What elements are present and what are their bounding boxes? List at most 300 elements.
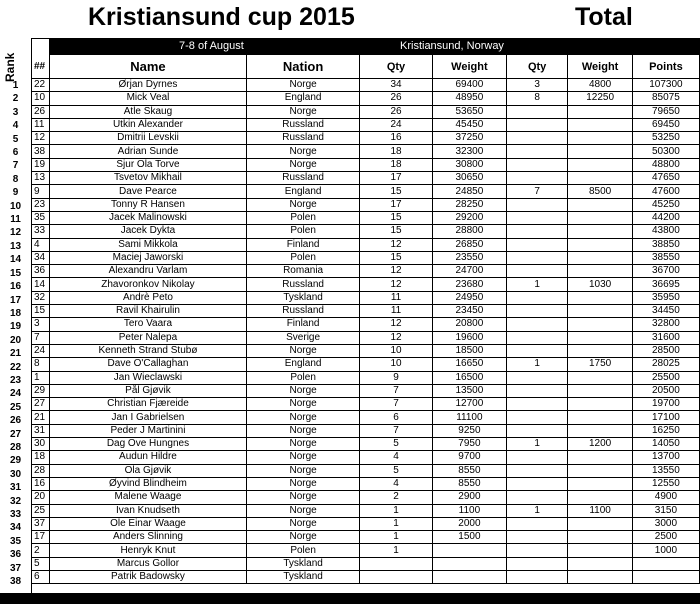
table-row (32, 424, 700, 437)
cell-points: 36700 (632, 265, 699, 278)
cell-points: 107300 (632, 79, 699, 92)
cell-name: Peter Nalepa (49, 331, 246, 344)
col-header-points: Points (632, 55, 699, 79)
cell-points: 35950 (632, 291, 699, 304)
cell-points: 79650 (632, 105, 699, 118)
rank-value: 33 (9, 509, 22, 520)
rank-value: 7 (12, 160, 19, 172)
cell-qty: 34 (360, 79, 433, 92)
cell-name: Atle Skaug (49, 105, 246, 118)
cell-number: 36 (32, 265, 50, 278)
page-title: Kristiansund cup 2015 (88, 3, 355, 31)
cell-qty: 4 (360, 451, 433, 464)
cell-qty-2: 1 (506, 438, 568, 451)
rank-value: 10 (9, 200, 22, 212)
cell-qty: 11 (360, 305, 433, 318)
rank-value: 16 (9, 281, 22, 293)
table-row (32, 557, 700, 570)
cell-number: 6 (32, 570, 50, 583)
cell-name: Ravil Khairulin (49, 305, 246, 318)
cell-qty: 12 (360, 238, 433, 251)
table-row (32, 118, 700, 131)
cell-points: 14050 (632, 438, 699, 451)
cell-weight (432, 544, 506, 557)
cell-number: 19 (32, 158, 50, 171)
cell-nation: Norge (247, 438, 360, 451)
cell-weight: 12700 (432, 398, 506, 411)
cell-name: Peder J Martinini (49, 424, 246, 437)
cell-qty: 18 (360, 145, 433, 158)
cell-nation: Russland (247, 305, 360, 318)
cell-number: 26 (32, 105, 50, 118)
cell-points: 32800 (632, 318, 699, 331)
table-row (32, 105, 700, 118)
cell-points: 44200 (632, 211, 699, 224)
table-row (32, 517, 700, 530)
cell-points: 4900 (632, 491, 699, 504)
table-row (32, 198, 700, 211)
cell-number: 12 (32, 132, 50, 145)
event-info-bar (49, 38, 700, 55)
cell-name: Dag Ove Hungnes (49, 438, 246, 451)
cell-points: 25500 (632, 371, 699, 384)
cell-weight: 8550 (432, 464, 506, 477)
col-header-number: ## (32, 55, 50, 79)
rank-value: 8 (12, 173, 19, 185)
cell-nation: Norge (247, 491, 360, 504)
cell-qty-2 (506, 211, 568, 224)
table-row (32, 398, 700, 411)
table-row (32, 438, 700, 451)
cell-name: Ivan Knudseth (49, 504, 246, 517)
cell-name: Mick Veal (49, 92, 246, 105)
cell-points: 34450 (632, 305, 699, 318)
cell-qty-2 (506, 331, 568, 344)
cell-qty-2 (506, 318, 568, 331)
rank-value: 37 (9, 562, 22, 574)
cell-qty: 26 (360, 105, 433, 118)
rank-value: 36 (9, 549, 22, 561)
cell-name: Tero Vaara (49, 318, 246, 331)
table-row (32, 344, 700, 357)
table-row (32, 570, 700, 583)
cell-weight: 28250 (432, 198, 506, 211)
cell-qty: 18 (360, 158, 433, 171)
cell-qty: 5 (360, 464, 433, 477)
cell-qty (360, 570, 433, 583)
table-row (32, 79, 700, 92)
cell-weight-2 (568, 544, 632, 557)
cell-points: 17100 (632, 411, 699, 424)
cell-number: 17 (32, 531, 50, 544)
cell-qty-2 (506, 411, 568, 424)
rank-value: 15 (9, 267, 22, 279)
cell-weight: 28800 (432, 225, 506, 238)
cell-number: 29 (32, 384, 50, 397)
cell-number: 38 (32, 145, 50, 158)
rank-header: Rank (3, 52, 17, 82)
cell-qty-2 (506, 172, 568, 185)
cell-weight: 7950 (432, 438, 506, 451)
cell-points: 43800 (632, 225, 699, 238)
cell-nation: Russland (247, 172, 360, 185)
table-row (32, 358, 700, 371)
cell-points: 31600 (632, 331, 699, 344)
cell-weight-2 (568, 172, 632, 185)
cell-name: Jan Wieclawski (49, 371, 246, 384)
cell-qty-2 (506, 451, 568, 464)
table-row (32, 185, 700, 198)
cell-weight: 69400 (432, 79, 506, 92)
cell-qty-2 (506, 132, 568, 145)
cell-name: Dave O'Callaghan (49, 358, 246, 371)
table-row (32, 238, 700, 251)
cell-weight-2: 1200 (568, 438, 632, 451)
cell-weight-2 (568, 105, 632, 118)
cell-nation: Norge (247, 451, 360, 464)
cell-points (632, 557, 699, 570)
cell-weight-2 (568, 305, 632, 318)
cell-number: 10 (32, 92, 50, 105)
cell-number: 31 (32, 424, 50, 437)
table-row (32, 504, 700, 517)
cell-number: 1 (32, 371, 50, 384)
table-row (32, 211, 700, 224)
cell-nation: Norge (247, 411, 360, 424)
cell-qty: 17 (360, 198, 433, 211)
table-row (32, 451, 700, 464)
cell-name: Anders Slinning (49, 531, 246, 544)
cell-qty-2: 1 (506, 278, 568, 291)
cell-number: 14 (32, 278, 50, 291)
cell-nation: Finland (247, 318, 360, 331)
cell-points: 13550 (632, 464, 699, 477)
cell-points: 53250 (632, 132, 699, 145)
cell-points: 28025 (632, 358, 699, 371)
table-row (32, 265, 700, 278)
rank-value: 6 (12, 147, 19, 159)
cell-points: 47650 (632, 172, 699, 185)
cell-nation: Tyskland (247, 291, 360, 304)
cell-number: 4 (32, 238, 50, 251)
rank-value: 28 (9, 441, 22, 453)
cell-name: Adrian Sunde (49, 145, 246, 158)
cell-weight: 26850 (432, 238, 506, 251)
cell-number: 37 (32, 517, 50, 530)
cell-qty-2 (506, 517, 568, 530)
cell-name: Jacek Dykta (49, 225, 246, 238)
title-bar (31, 0, 700, 39)
cell-weight-2 (568, 344, 632, 357)
cell-nation: Tyskland (247, 557, 360, 570)
cell-name: Patrik Badowsky (49, 570, 246, 583)
cell-weight: 24950 (432, 291, 506, 304)
cell-weight: 2900 (432, 491, 506, 504)
cell-qty: 1 (360, 531, 433, 544)
cell-number: 24 (32, 344, 50, 357)
rank-value: 23 (9, 374, 22, 386)
cell-name: Jacek Malinowski (49, 211, 246, 224)
cell-weight: 24700 (432, 265, 506, 278)
cell-nation: Norge (247, 158, 360, 171)
cell-qty-2 (506, 344, 568, 357)
cell-number: 27 (32, 398, 50, 411)
cell-weight-2 (568, 477, 632, 490)
cell-qty: 4 (360, 477, 433, 490)
cell-weight: 20800 (432, 318, 506, 331)
cell-points: 20500 (632, 384, 699, 397)
cell-qty-2: 7 (506, 185, 568, 198)
cell-points: 19700 (632, 398, 699, 411)
cell-nation: Norge (247, 531, 360, 544)
cell-points: 38550 (632, 251, 699, 264)
cell-number: 20 (32, 491, 50, 504)
cell-qty: 2 (360, 491, 433, 504)
cell-nation: Polen (247, 211, 360, 224)
cell-qty: 16 (360, 132, 433, 145)
table-row (32, 158, 700, 171)
cell-qty-2 (506, 198, 568, 211)
rank-value: 27 (9, 428, 22, 440)
cell-weight: 16500 (432, 371, 506, 384)
rank-value: 12 (9, 227, 22, 239)
cell-name: Alexandru Varlam (49, 265, 246, 278)
cell-nation: England (247, 358, 360, 371)
cell-number: 28 (32, 464, 50, 477)
cell-qty: 6 (360, 411, 433, 424)
col-header-qty-2: Qty (506, 55, 568, 79)
rank-value: 38 (9, 576, 22, 588)
table-row (32, 531, 700, 544)
cell-weight: 53650 (432, 105, 506, 118)
cell-nation: Polen (247, 251, 360, 264)
rank-value: 13 (9, 240, 22, 252)
col-header-weight: Weight (432, 55, 506, 79)
rank-value: 17 (9, 294, 22, 306)
cell-weight: 9250 (432, 424, 506, 437)
cell-qty-2 (506, 238, 568, 251)
cell-qty-2: 3 (506, 79, 568, 92)
event-date: 7-8 of August (179, 40, 244, 52)
cell-weight-2 (568, 291, 632, 304)
col-header-nation: Nation (247, 55, 360, 79)
cell-nation: Norge (247, 504, 360, 517)
cell-weight-2 (568, 211, 632, 224)
rank-value: 14 (9, 254, 22, 266)
table-row (32, 172, 700, 185)
cell-points: 16250 (632, 424, 699, 437)
cell-number: 21 (32, 411, 50, 424)
rank-value: 20 (9, 334, 22, 346)
cell-weight-2 (568, 570, 632, 583)
cell-name: Øyvind Blindheim (49, 477, 246, 490)
cell-number: 16 (32, 477, 50, 490)
col-header-qty: Qty (360, 55, 433, 79)
cell-qty: 24 (360, 118, 433, 131)
cell-weight-2: 4800 (568, 79, 632, 92)
cell-nation: Tyskland (247, 570, 360, 583)
cell-qty-2 (506, 424, 568, 437)
rank-value: 24 (9, 388, 22, 400)
cell-qty: 1 (360, 517, 433, 530)
cell-nation: Norge (247, 198, 360, 211)
cell-weight-2 (568, 371, 632, 384)
cell-qty-2 (506, 398, 568, 411)
cell-name: Andrè Peto (49, 291, 246, 304)
rank-value: 1 (12, 80, 19, 91)
table-row (32, 384, 700, 397)
table-row (32, 305, 700, 318)
cell-weight: 18500 (432, 344, 506, 357)
cell-nation: England (247, 185, 360, 198)
cell-weight: 30650 (432, 172, 506, 185)
rank-value: 25 (9, 401, 22, 413)
cell-number: 15 (32, 305, 50, 318)
cell-name: Kenneth Strand Stubø (49, 344, 246, 357)
cell-name: Christian Fjæreide (49, 398, 246, 411)
rank-value: 3 (12, 106, 19, 118)
cell-qty: 15 (360, 251, 433, 264)
table-row (32, 291, 700, 304)
table-row (32, 371, 700, 384)
rank-value: 31 (9, 482, 22, 494)
rank-value: 5 (12, 133, 19, 145)
table-row (32, 544, 700, 557)
cell-weight-2 (568, 225, 632, 238)
cell-number: 3 (32, 318, 50, 331)
table-row (32, 411, 700, 424)
cell-qty-2 (506, 544, 568, 557)
cell-weight: 45450 (432, 118, 506, 131)
cell-qty-2 (506, 477, 568, 490)
cell-weight-2 (568, 158, 632, 171)
cell-weight-2 (568, 198, 632, 211)
cell-points: 3000 (632, 517, 699, 530)
cell-number: 8 (32, 358, 50, 371)
cell-name: Tsvetov Mikhail (49, 172, 246, 185)
cell-points: 69450 (632, 118, 699, 131)
cell-name: Sjur Ola Torve (49, 158, 246, 171)
cell-weight: 8550 (432, 477, 506, 490)
rank-value: 34 (9, 522, 22, 534)
cell-name: Zhavoronkov Nikolay (49, 278, 246, 291)
cell-qty-2 (506, 265, 568, 278)
cell-weight: 29200 (432, 211, 506, 224)
cell-weight-2 (568, 318, 632, 331)
cell-qty-2 (506, 158, 568, 171)
cell-number: 34 (32, 251, 50, 264)
cell-number: 7 (32, 331, 50, 344)
cell-weight-2 (568, 384, 632, 397)
cell-nation: Polen (247, 371, 360, 384)
cell-points: 2500 (632, 531, 699, 544)
rank-list (0, 79, 31, 588)
cell-name: Utkin Alexander (49, 118, 246, 131)
cell-nation: Finland (247, 238, 360, 251)
bottom-bar (0, 593, 700, 604)
cell-weight: 1100 (432, 504, 506, 517)
cell-qty: 1 (360, 544, 433, 557)
cell-weight-2 (568, 238, 632, 251)
cell-name: Pål Gjøvik (49, 384, 246, 397)
cell-weight: 37250 (432, 132, 506, 145)
cell-name: Henryk Knut (49, 544, 246, 557)
cell-nation: Polen (247, 225, 360, 238)
cell-number: 18 (32, 451, 50, 464)
cell-qty: 17 (360, 172, 433, 185)
cell-weight: 2000 (432, 517, 506, 530)
cell-nation: Sverige (247, 331, 360, 344)
cell-number: 32 (32, 291, 50, 304)
cell-name: Sami Mikkola (49, 238, 246, 251)
cell-qty-2 (506, 305, 568, 318)
cell-qty-2 (506, 251, 568, 264)
cell-qty: 12 (360, 265, 433, 278)
table-row (32, 251, 700, 264)
cell-number: 35 (32, 211, 50, 224)
cell-qty-2 (506, 531, 568, 544)
cell-weight (432, 557, 506, 570)
rank-value: 22 (9, 361, 22, 373)
cell-nation: Russland (247, 118, 360, 131)
cell-weight: 23680 (432, 278, 506, 291)
cell-weight-2 (568, 265, 632, 278)
cell-nation: Norge (247, 145, 360, 158)
col-header-weight-2: Weight (568, 55, 632, 79)
cell-weight: 11100 (432, 411, 506, 424)
cell-nation: Norge (247, 477, 360, 490)
cell-weight: 30800 (432, 158, 506, 171)
cell-nation: Polen (247, 544, 360, 557)
cell-weight-2 (568, 145, 632, 158)
cell-weight-2 (568, 132, 632, 145)
rank-value: 2 (12, 93, 19, 105)
cell-qty-2 (506, 291, 568, 304)
cell-qty: 7 (360, 384, 433, 397)
cell-name: Dmitrii Levskii (49, 132, 246, 145)
cell-qty: 12 (360, 331, 433, 344)
cell-qty-2 (506, 384, 568, 397)
rank-value: 11 (10, 214, 21, 226)
cell-weight-2 (568, 517, 632, 530)
cell-nation: Norge (247, 384, 360, 397)
cell-qty-2 (506, 557, 568, 570)
rank-value: 21 (9, 348, 22, 360)
cell-qty: 7 (360, 398, 433, 411)
rank-column-strip (0, 0, 32, 604)
cell-qty: 10 (360, 344, 433, 357)
cell-nation: Norge (247, 79, 360, 92)
rank-value: 35 (9, 535, 22, 547)
cell-points: 47600 (632, 185, 699, 198)
cell-nation: Norge (247, 398, 360, 411)
cell-qty: 12 (360, 278, 433, 291)
rank-value: 29 (9, 455, 22, 467)
cell-weight: 19600 (432, 331, 506, 344)
cell-qty: 7 (360, 424, 433, 437)
cell-number: 22 (32, 79, 50, 92)
cell-qty-2: 1 (506, 504, 568, 517)
cell-points: 3150 (632, 504, 699, 517)
cell-number: 9 (32, 185, 50, 198)
cell-weight: 13500 (432, 384, 506, 397)
total-heading: Total (575, 3, 633, 31)
cell-weight: 32300 (432, 145, 506, 158)
cell-name: Audun Hildre (49, 451, 246, 464)
cell-weight-2: 1750 (568, 358, 632, 371)
table-row (32, 331, 700, 344)
cell-nation: Norge (247, 105, 360, 118)
